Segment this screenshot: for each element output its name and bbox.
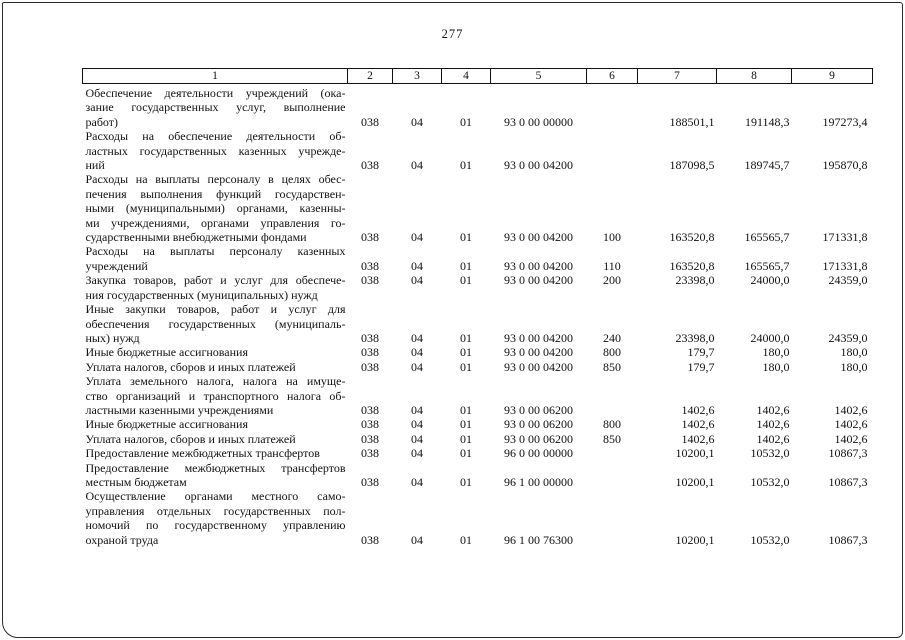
row-description [83, 244, 348, 273]
amount-year3: 24359,0 [828, 330, 868, 345]
subsection-code: 01 [460, 273, 472, 288]
amount-year1: 188501,1 [669, 114, 715, 129]
description-line: Иные бюджетные ассигнования [85, 417, 248, 432]
amount-year1: 1402,6 [681, 417, 715, 432]
amount-year3: 180,0 [840, 345, 868, 360]
description-line: Расходы на выплаты персоналу казенных [85, 244, 346, 259]
header-row [83, 69, 873, 84]
amount-year3: 10867,3 [828, 474, 868, 489]
expense-type-code: 850 [603, 431, 621, 446]
description-line: Иные закупки товаров, работ и услуг для [85, 302, 346, 317]
table-header [83, 69, 873, 84]
row-description [83, 345, 348, 359]
subsection-code: 01 [460, 114, 472, 129]
amount-year2: 165565,7 [744, 230, 790, 245]
description-line: управления отдельных государственных пол- [85, 503, 346, 518]
table-row [83, 129, 873, 172]
description-line: ство организаций и транспортного налога об- [85, 388, 346, 403]
description-line: Закупка товаров, работ и услуг для обеспече- [85, 273, 346, 288]
amount-year3: 171331,8 [822, 258, 868, 273]
amount-year2: 1402,6 [756, 417, 790, 432]
target-article-code: 93 0 00 04200 [504, 273, 573, 288]
amount-year1: 1402,6 [681, 402, 715, 417]
amount-year2: 189745,7 [744, 158, 790, 173]
description-line: зание государственных услуг, выполнение [85, 100, 346, 115]
expense-type-code [587, 446, 638, 460]
column-number: 5 [491, 69, 587, 84]
subsection-code: 01 [460, 330, 472, 345]
expense-type-code: 800 [603, 345, 621, 360]
amount-year2: 10532,0 [750, 474, 790, 489]
section-code: 04 [411, 158, 423, 173]
subsection-code: 01 [460, 345, 472, 360]
column-number: 9 [792, 69, 873, 84]
section-code: 04 [411, 417, 423, 432]
table-row [83, 446, 873, 460]
grbs-code: 038 [361, 417, 379, 432]
section-code: 04 [411, 114, 423, 129]
amount-year3: 10867,3 [828, 446, 868, 461]
amount-year3: 1402,6 [834, 417, 868, 432]
amount-year2: 191148,3 [744, 114, 790, 129]
section-code: 04 [411, 258, 423, 273]
target-article-code: 93 0 00 04200 [504, 230, 573, 245]
column-number: 3 [393, 69, 442, 84]
expense-type-code: 100 [603, 230, 621, 245]
row-description [83, 446, 348, 460]
description-line: Уплата налогов, сборов и иных платежей [85, 431, 296, 446]
table-row [83, 86, 873, 129]
subsection-code: 01 [460, 402, 472, 417]
amount-year3: 24359,0 [828, 273, 868, 288]
table-row [83, 244, 873, 273]
subsection-code: 01 [460, 431, 472, 446]
grbs-code: 038 [361, 330, 379, 345]
description-line: охраной труда [85, 532, 159, 547]
row-description [83, 432, 348, 446]
description-line: Обеспечение деятельности учреждений (ока- [85, 86, 346, 100]
amount-year2: 180,0 [762, 359, 790, 374]
table-row [83, 432, 873, 446]
amount-year2: 10532,0 [750, 446, 790, 461]
target-article-code: 93 0 00 06200 [504, 431, 573, 446]
row-description [83, 374, 348, 417]
table-row [83, 417, 873, 431]
grbs-code: 038 [361, 402, 379, 417]
table-row [83, 461, 873, 490]
amount-year2: 165565,7 [744, 258, 790, 273]
description-line: Иные бюджетные ассигнования [85, 345, 248, 360]
target-article-code: 93 0 00 04200 [504, 359, 573, 374]
expense-type-code [587, 489, 638, 547]
description-line: ластных государственных казенных учрежде- [85, 143, 346, 158]
grbs-code: 038 [361, 258, 379, 273]
target-article-code: 93 0 00 06200 [504, 417, 573, 432]
amount-year3: 1402,6 [834, 431, 868, 446]
description-line: Уплата земельного налога, налога на имуще- [85, 374, 346, 389]
table-row [83, 360, 873, 374]
description-line: печения выполнения функций государствен- [85, 186, 346, 201]
row-description [83, 172, 348, 244]
description-line: ния государственных (муниципальных) нужд [85, 287, 318, 302]
subsection-code: 01 [460, 230, 472, 245]
amount-year2: 1402,6 [756, 402, 790, 417]
subsection-code: 01 [460, 532, 472, 547]
expense-type-code [587, 461, 638, 490]
section-code: 04 [411, 474, 423, 489]
amount-year1: 23398,0 [675, 330, 715, 345]
section-code: 04 [411, 345, 423, 360]
description-line: сударственными внебюджетными фондами [85, 230, 307, 245]
amount-year1: 179,7 [687, 359, 715, 374]
amount-year3: 195870,8 [822, 158, 868, 173]
table-body [83, 84, 873, 548]
description-line: ных) нужд [85, 330, 140, 345]
target-article-code: 96 1 00 00000 [504, 474, 573, 489]
target-article-code: 96 0 00 00000 [504, 446, 573, 461]
expense-type-code: 200 [603, 273, 621, 288]
description-line: Расходы на выплаты персоналу в целях обес- [85, 172, 346, 187]
amount-year1: 23398,0 [675, 273, 715, 288]
amount-year2: 10532,0 [750, 532, 790, 547]
column-number: 7 [638, 69, 717, 84]
amount-year1: 163520,8 [669, 230, 715, 245]
target-article-code: 93 0 00 00000 [504, 114, 573, 129]
section-code: 04 [411, 359, 423, 374]
column-number: 4 [442, 69, 491, 84]
target-article-code: 93 0 00 06200 [504, 402, 573, 417]
row-description [83, 489, 348, 547]
grbs-code: 038 [361, 474, 379, 489]
page-number: 277 [441, 27, 464, 41]
grbs-code: 038 [361, 158, 379, 173]
description-line: Осуществление органами местного само- [85, 489, 346, 504]
expense-type-code: 240 [603, 330, 621, 345]
amount-year1: 187098,5 [669, 158, 715, 173]
description-line: Уплата налогов, сборов и иных платежей [85, 359, 296, 374]
subsection-code: 01 [460, 474, 472, 489]
subsection-code: 01 [460, 417, 472, 432]
amount-year1: 10200,1 [675, 474, 715, 489]
target-article-code: 96 1 00 76300 [504, 532, 573, 547]
row-description [83, 273, 348, 302]
amount-year1: 1402,6 [681, 431, 715, 446]
description-line: ластными казенными учреждениями [85, 402, 274, 417]
amount-year3: 171331,8 [822, 230, 868, 245]
expense-type-code: 850 [603, 359, 621, 374]
amount-year2: 180,0 [762, 345, 790, 360]
table-row [83, 374, 873, 417]
amount-year1: 163520,8 [669, 258, 715, 273]
target-article-code: 93 0 00 04200 [504, 330, 573, 345]
grbs-code: 038 [361, 230, 379, 245]
amount-year1: 10200,1 [675, 446, 715, 461]
expense-type-code [587, 129, 638, 172]
subsection-code: 01 [460, 359, 472, 374]
description-line: Предоставление межбюджетных трансфертов [85, 460, 346, 475]
grbs-code: 038 [361, 273, 379, 288]
description-line: учреждений [85, 258, 148, 273]
table-row [83, 172, 873, 244]
target-article-code: 93 0 00 04200 [504, 158, 573, 173]
target-article-code: 93 0 00 04200 [504, 345, 573, 360]
expense-type-code [587, 374, 638, 417]
amount-year2: 24000,0 [750, 330, 790, 345]
column-number: 2 [348, 69, 393, 84]
table-row [83, 273, 873, 302]
section-code: 04 [411, 431, 423, 446]
description-line: Расходы на обеспечение деятельности об- [85, 129, 346, 144]
row-description [83, 129, 348, 172]
amount-year3: 10867,3 [828, 532, 868, 547]
section-code: 04 [411, 532, 423, 547]
description-line: ными (муниципальными) органами, казенны- [85, 201, 346, 216]
grbs-code: 038 [361, 345, 379, 360]
description-line: ми учреждениями, органами управления го- [85, 215, 346, 230]
expense-type-code: 110 [603, 258, 621, 273]
grbs-code: 038 [361, 532, 379, 547]
row-description [83, 461, 348, 490]
amount-year3: 197273,4 [822, 114, 868, 129]
description-line: работ) [85, 114, 119, 129]
grbs-code: 038 [361, 114, 379, 129]
section-code: 04 [411, 446, 423, 461]
grbs-code: 038 [361, 359, 379, 374]
amount-year1: 179,7 [687, 345, 715, 360]
expense-type-code: 800 [603, 417, 621, 432]
table-row [83, 345, 873, 359]
subsection-code: 01 [460, 446, 472, 461]
description-line: ний [85, 158, 105, 173]
column-number: 1 [83, 69, 348, 84]
description-line: местным бюджетам [85, 474, 187, 489]
subsection-code: 01 [460, 158, 472, 173]
description-line: номочий по государственному управлению [85, 518, 346, 533]
target-article-code: 93 0 00 04200 [504, 258, 573, 273]
section-code: 04 [411, 273, 423, 288]
amount-year3: 180,0 [840, 359, 868, 374]
section-code: 04 [411, 330, 423, 345]
amount-year1: 10200,1 [675, 532, 715, 547]
table-row [83, 302, 873, 345]
row-description [83, 360, 348, 374]
column-number: 6 [587, 69, 638, 84]
column-number: 8 [717, 69, 792, 84]
grbs-code: 038 [361, 446, 379, 461]
row-description [83, 86, 348, 129]
description-line: обеспечения государственных (муниципаль- [85, 316, 346, 331]
amount-year2: 24000,0 [750, 273, 790, 288]
budget-table [82, 68, 873, 547]
table-row [83, 489, 873, 547]
expense-type-code [587, 86, 638, 129]
description-line: Предоставление межбюджетных трансфертов [85, 446, 320, 461]
subsection-code: 01 [460, 258, 472, 273]
section-code: 04 [411, 230, 423, 245]
section-code: 04 [411, 402, 423, 417]
row-description [83, 302, 348, 345]
grbs-code: 038 [361, 431, 379, 446]
amount-year3: 1402,6 [834, 402, 868, 417]
amount-year2: 1402,6 [756, 431, 790, 446]
row-description [83, 417, 348, 431]
